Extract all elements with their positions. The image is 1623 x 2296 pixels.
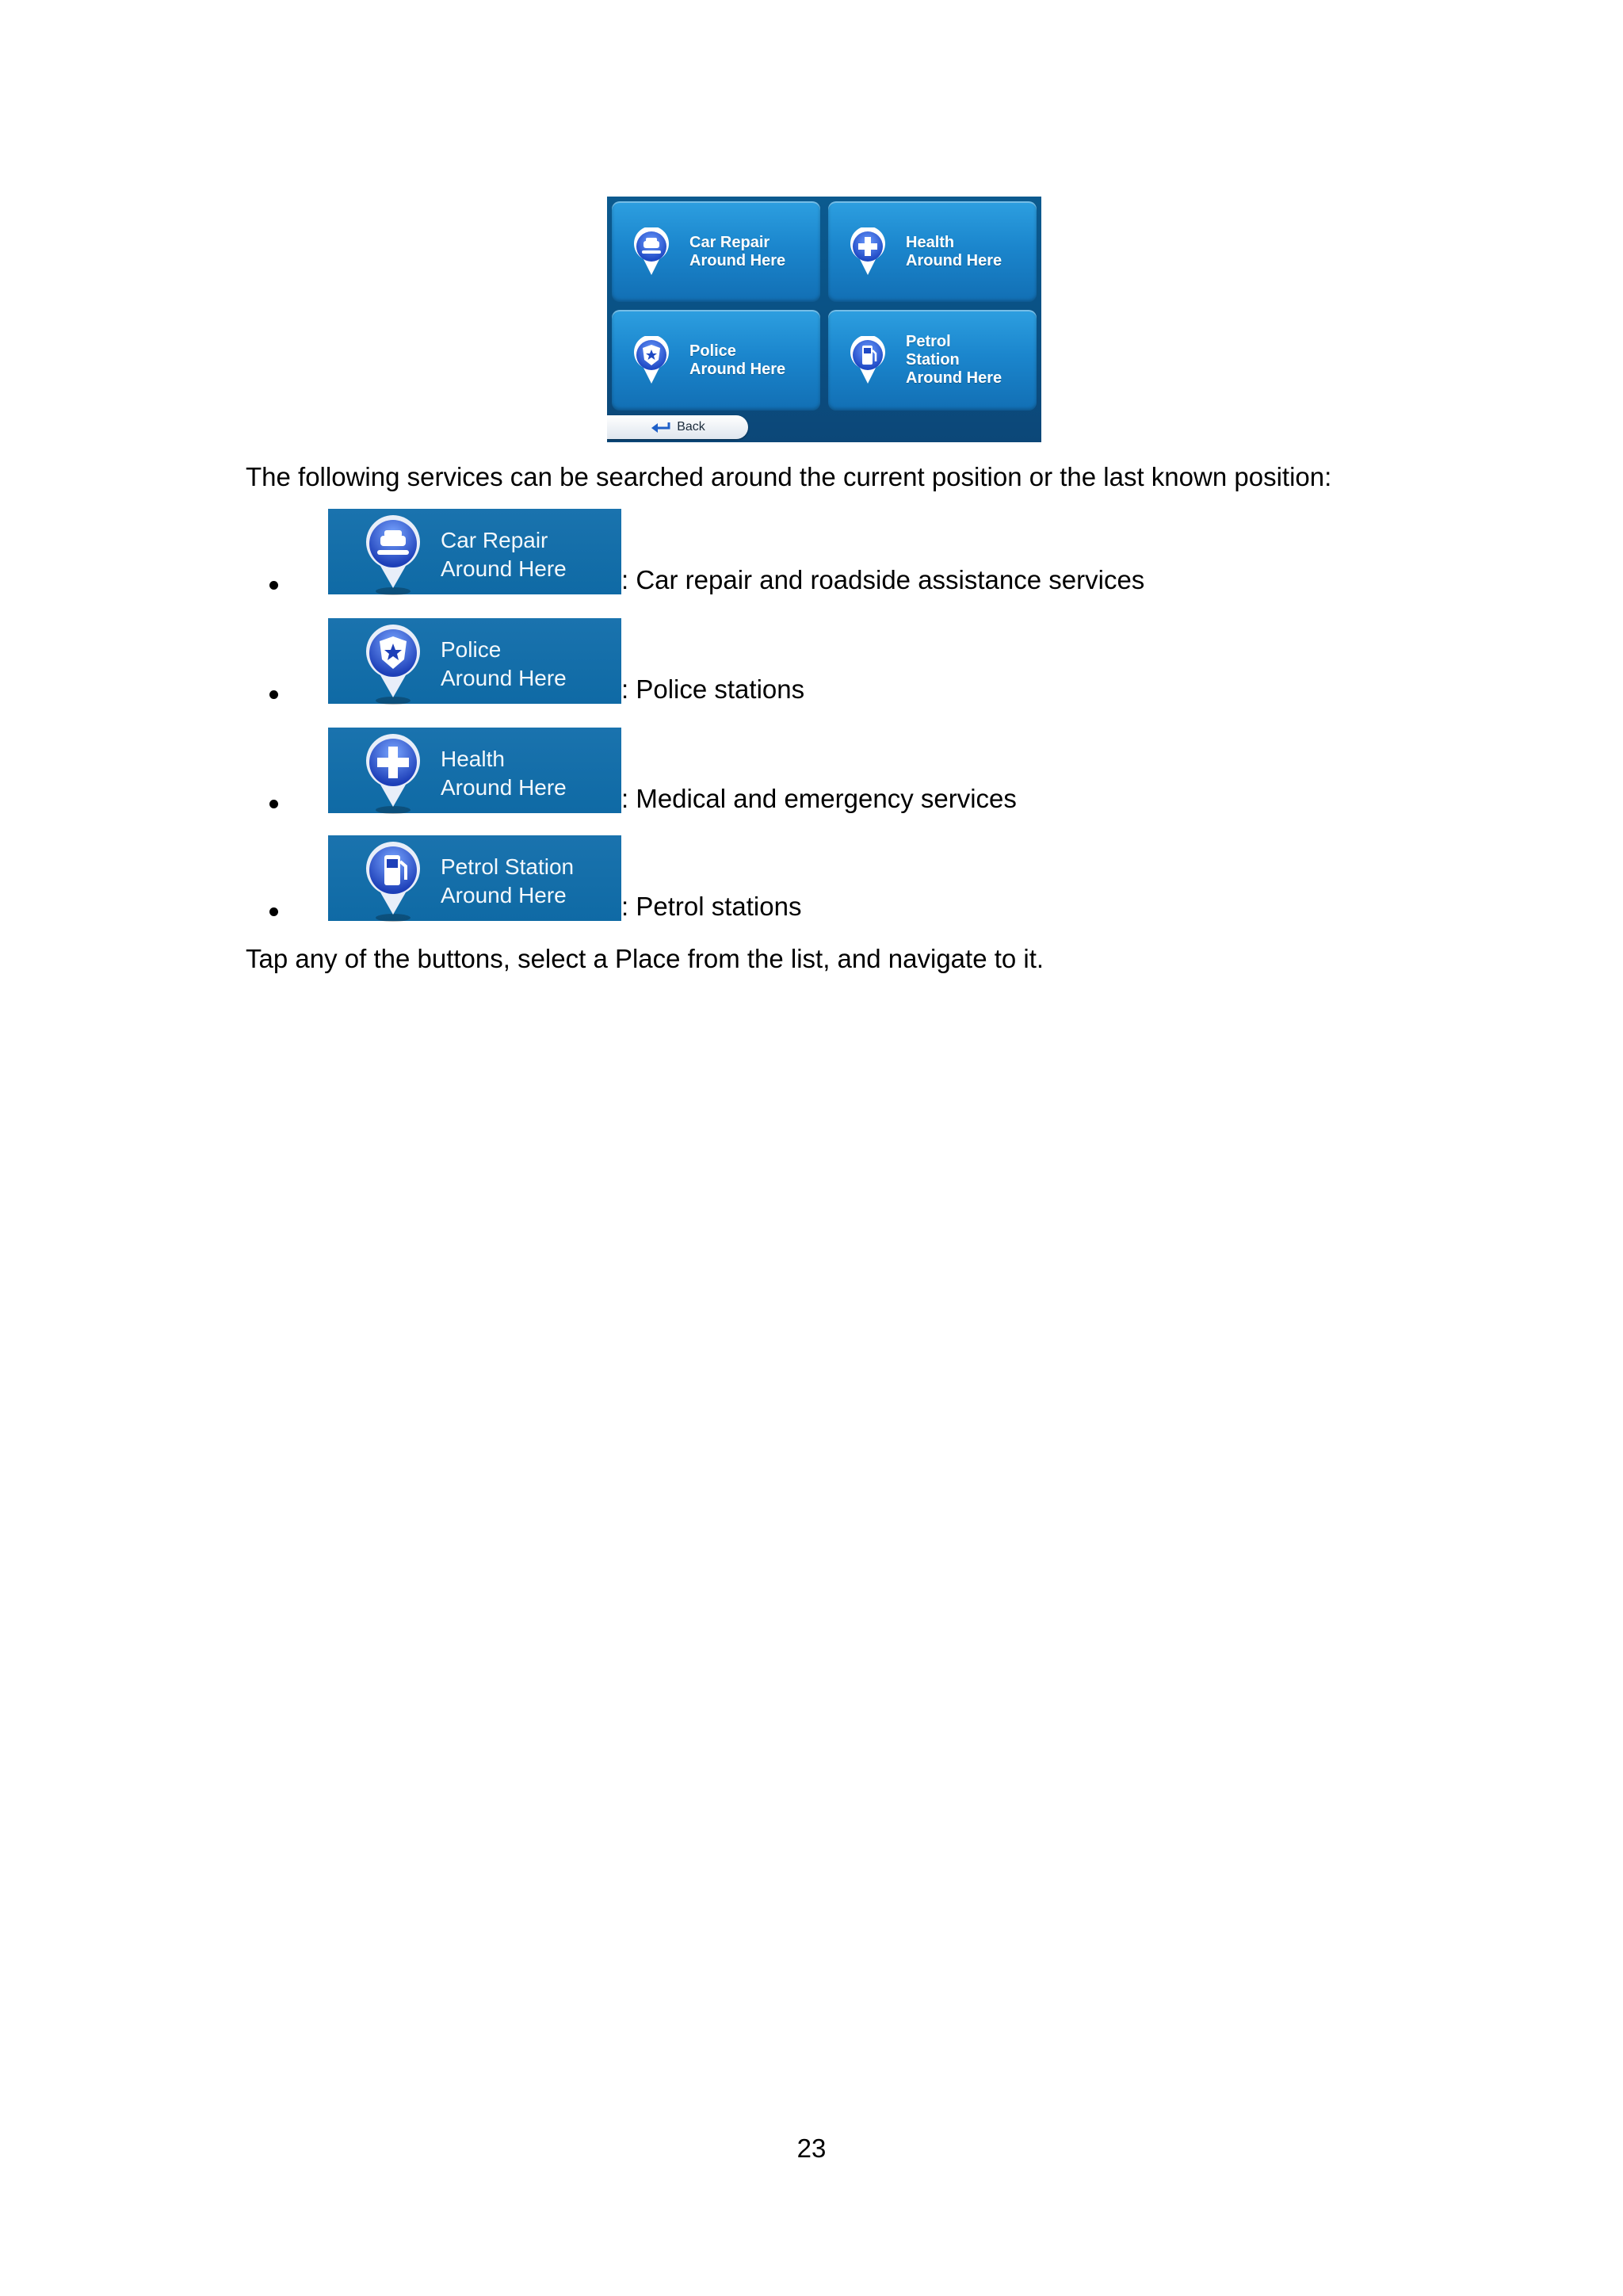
- car-repair-icon: [361, 514, 425, 596]
- back-label: Back: [677, 420, 705, 434]
- back-arrow-icon: [650, 421, 672, 434]
- button-label: Health Around Here: [441, 747, 567, 800]
- list-item: [246, 835, 1434, 923]
- tile-label: Car Repair Around Here: [689, 233, 786, 269]
- health-cross-icon: [361, 732, 425, 815]
- tile-label: Petrol Station Around Here: [906, 333, 1002, 387]
- car-repair-icon: [631, 227, 672, 277]
- police-badge-icon: [631, 336, 672, 385]
- police-tile[interactable]: [612, 310, 820, 411]
- car-repair-button[interactable]: [328, 509, 621, 594]
- service-description: : Petrol stations: [621, 892, 802, 921]
- bullet-dot: [269, 690, 278, 699]
- around-here-screenshot: [607, 197, 1041, 442]
- list-item: [246, 618, 1434, 705]
- health-button[interactable]: [328, 728, 621, 813]
- service-description: : Police stations: [621, 674, 805, 704]
- button-label: Petrol Station Around Here: [441, 854, 575, 907]
- petrol-station-button[interactable]: [328, 835, 621, 921]
- bullet-dot: [269, 907, 278, 916]
- around-here-grid: [612, 201, 1037, 411]
- bullet-dot: [269, 800, 278, 808]
- list-item: [246, 509, 1434, 596]
- button-label: Car Repair Around Here: [441, 528, 567, 581]
- police-button[interactable]: [328, 618, 621, 704]
- petrol-station-tile[interactable]: [828, 310, 1037, 411]
- list-item: [246, 728, 1434, 815]
- outro-paragraph: Tap any of the buttons, select a Place from the list, and navigate to it.: [246, 944, 1044, 973]
- service-description: : Car repair and roadside assistance services: [621, 565, 1145, 594]
- back-button[interactable]: [607, 415, 748, 439]
- tile-label: Police Around Here: [689, 342, 786, 378]
- petrol-pump-icon: [361, 840, 425, 923]
- service-description: : Medical and emergency services: [621, 784, 1017, 813]
- health-tile[interactable]: [828, 201, 1037, 302]
- car-repair-tile[interactable]: [612, 201, 820, 302]
- page-number: 23: [796, 2134, 827, 2163]
- intro-paragraph: The following services can be searched around the current position or the last known position:: [246, 462, 1332, 491]
- bullet-dot: [269, 581, 278, 590]
- petrol-pump-icon: [847, 336, 888, 385]
- button-label: Police Around Here: [441, 637, 567, 690]
- police-badge-icon: [361, 623, 425, 705]
- health-cross-icon: [847, 227, 888, 277]
- tile-label: Health Around Here: [906, 233, 1002, 269]
